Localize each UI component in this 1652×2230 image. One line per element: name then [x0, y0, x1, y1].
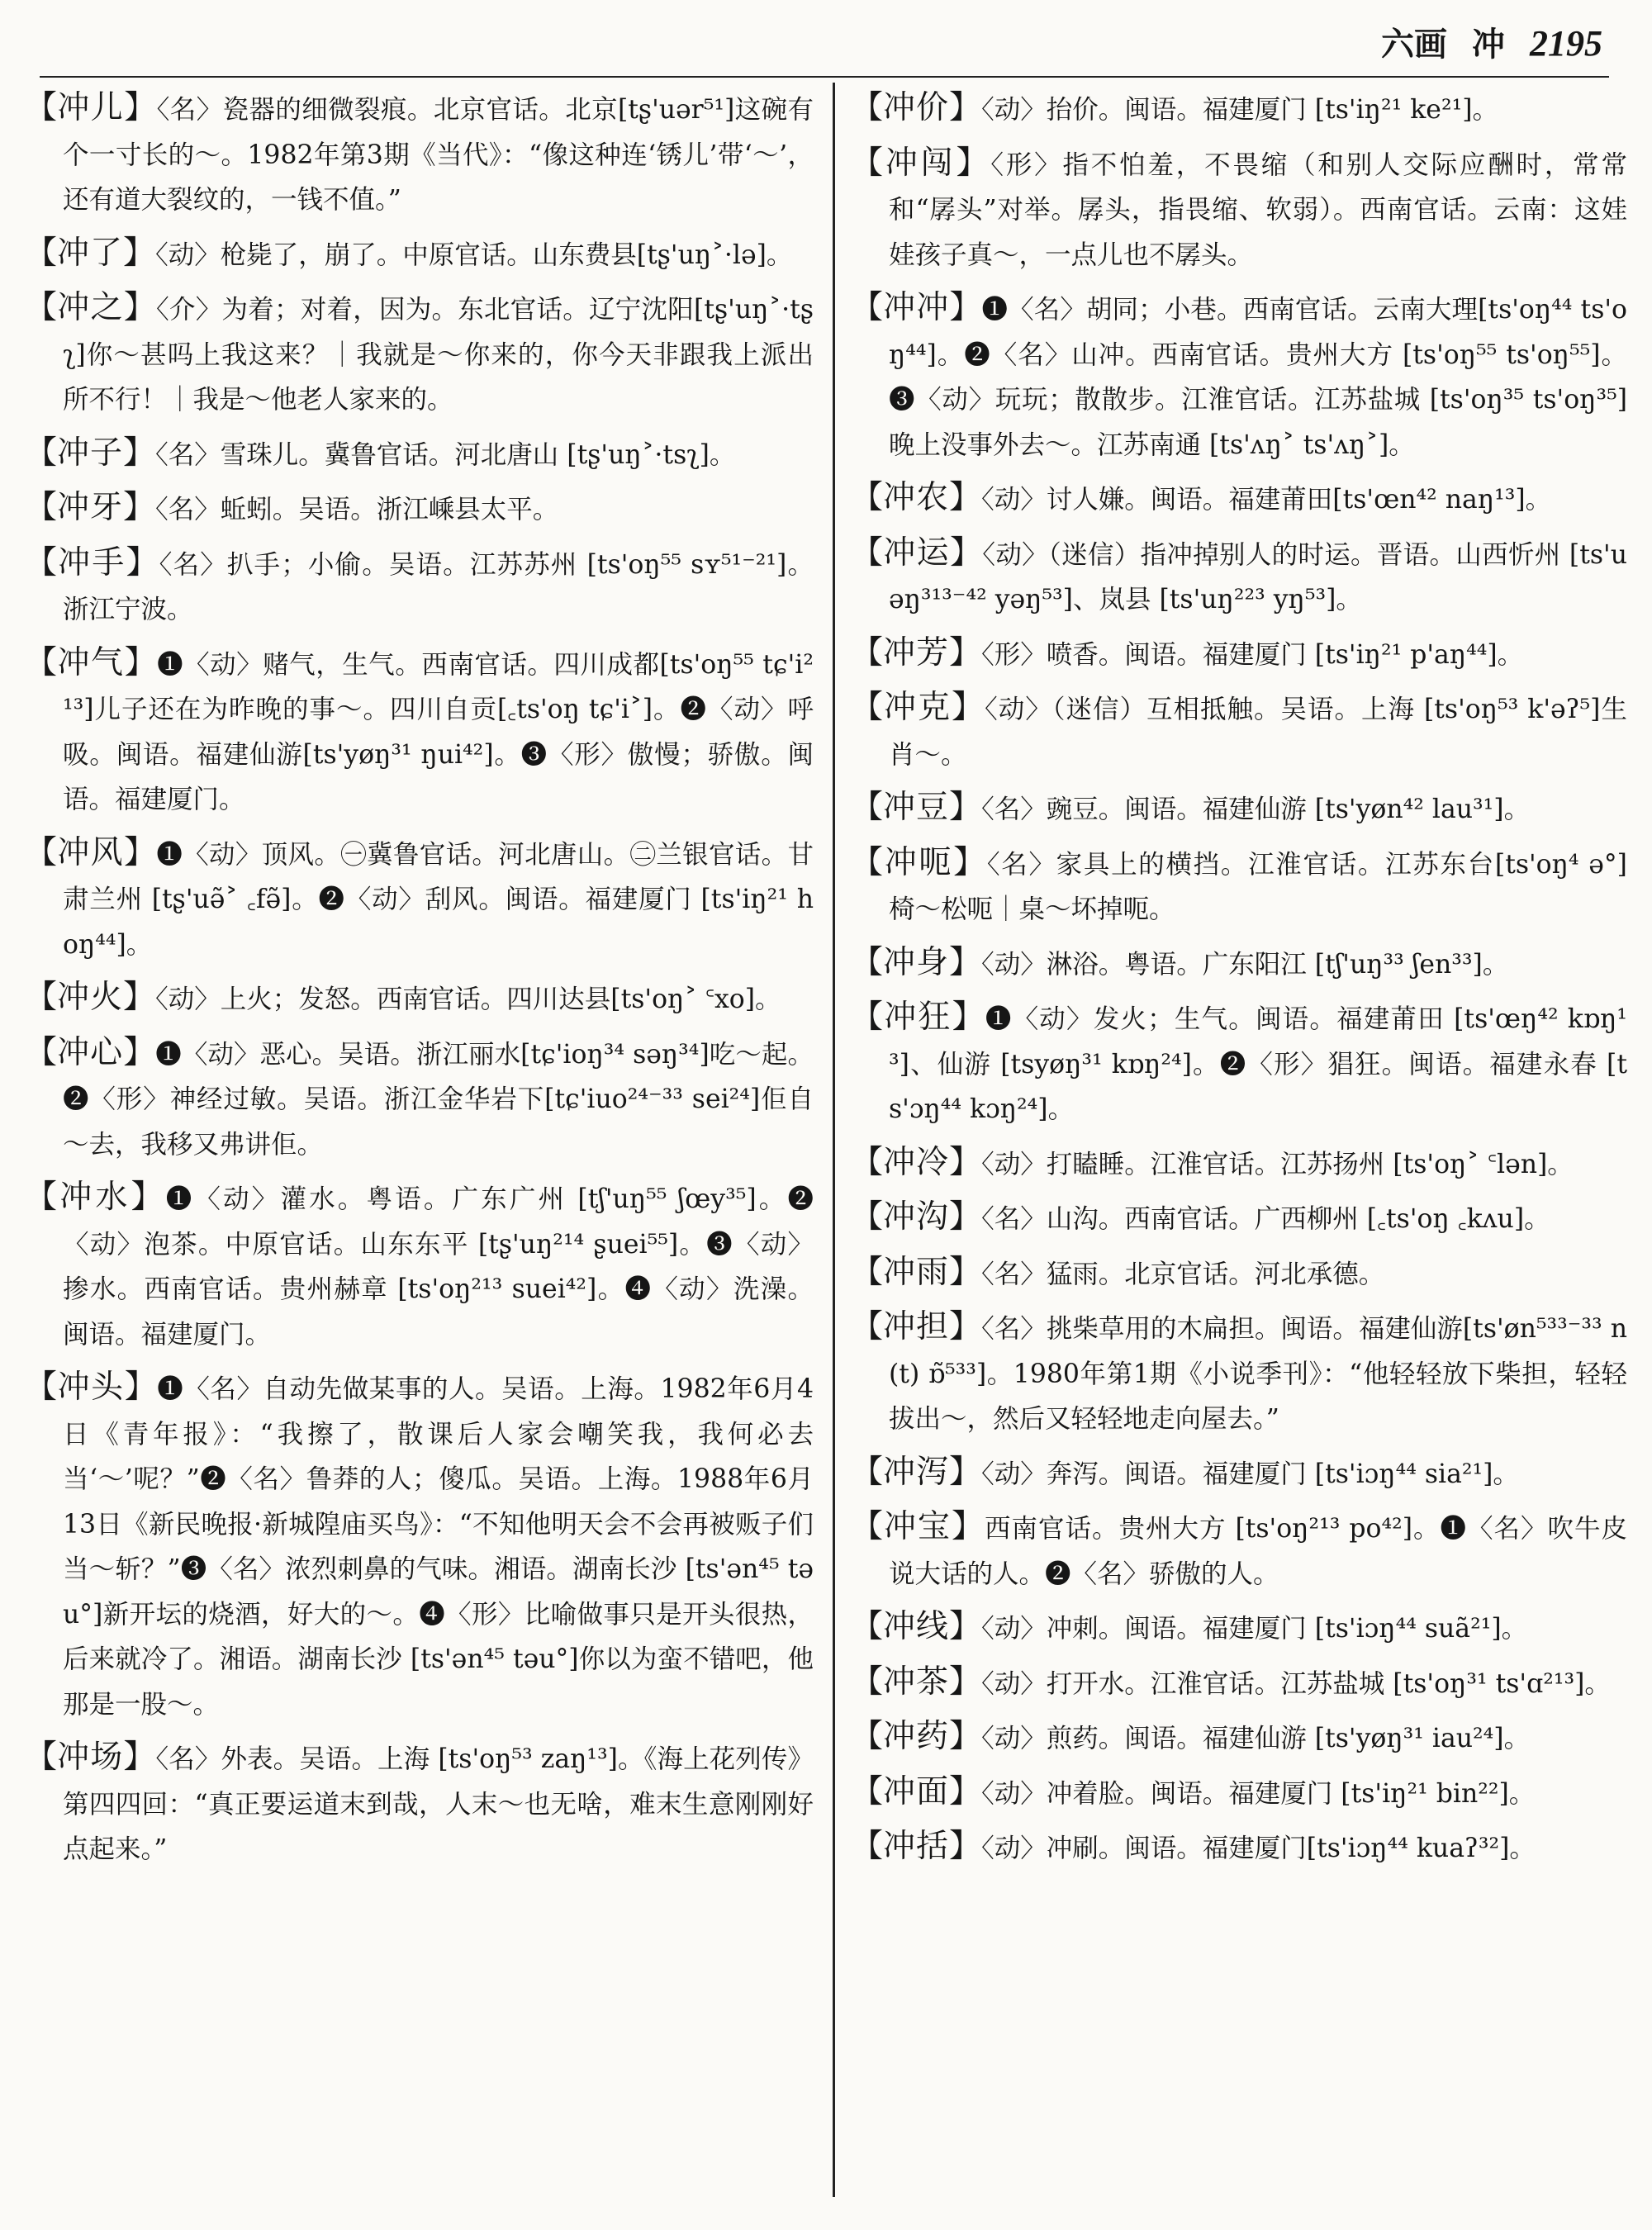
definition: 〈动〉上火；发怒。西南官话。四川达县[ts'oŋ˃ ꜂xo]。 [155, 985, 781, 1014]
headword-bracket-close: 】 [949, 1663, 982, 1701]
headword: 冲心 [57, 1033, 124, 1071]
headword-bracket-close: 】 [952, 689, 985, 726]
headword-bracket-open: 【 [851, 1308, 884, 1345]
dictionary-entry [851, 785, 1627, 833]
headword: 冲了 [57, 234, 124, 272]
headword-bracket-close: 】 [123, 1739, 156, 1776]
headword-bracket-open: 【 [25, 289, 58, 326]
dictionary-entry [851, 1195, 1627, 1242]
headword-bracket-open: 【 [851, 144, 885, 182]
headword-bracket-open: 【 [851, 999, 885, 1036]
dictionary-entry [25, 231, 814, 278]
dictionary-entry [25, 1365, 814, 1727]
dictionary-entry [851, 1605, 1627, 1652]
headword-bracket-close: 】 [949, 1253, 982, 1291]
headword-bracket-open: 【 [25, 1369, 58, 1406]
dictionary-entry [851, 1505, 1627, 1597]
headword-bracket-close: 】 [949, 633, 982, 671]
dictionary-entry [851, 1824, 1627, 1872]
dictionary-entry [851, 86, 1627, 133]
right-column [851, 86, 1627, 1880]
headword: 冲括 [883, 1828, 950, 1865]
headword-bracket-open: 【 [25, 1739, 58, 1776]
definition: 〈名〉扒手；小偷。吴语。江苏苏州 [ts'oŋ⁵⁵ sʏ⁵¹⁻²¹]。浙江宁波。 [63, 549, 814, 624]
dictionary-entry [25, 1031, 814, 1168]
headword-bracket-open: 【 [851, 1143, 884, 1181]
headword: 冲狂 [884, 999, 952, 1036]
headword-bracket-close: 】 [956, 144, 991, 182]
headword-bracket-close: 】 [123, 1033, 156, 1071]
headword-bracket-open: 【 [851, 1772, 884, 1810]
definition: 〈动〉冲刺。闽语。福建厦门 [ts'iɔŋ⁴⁴ suã²¹]。 [981, 1614, 1528, 1644]
header-char: 冲 [1472, 25, 1505, 64]
definition: 〈动〉淋浴。粤语。广东阳江 [tʃ'uŋ³³ ʃen³³]。 [981, 949, 1509, 980]
headword-bracket-close: 】 [949, 789, 982, 826]
headword-bracket-open: 【 [851, 1453, 884, 1491]
definition: ❶〈动〉发火；生气。闽语。福建莆田 [ts'œŋ⁴² kɒŋ¹³]、仙游 [tsyøŋ³¹ kɒŋ²⁴]。❷〈形〉猖狂。闽语。福建永春 [ts'ɔŋ⁴⁴ kɔŋ²⁴]。 [889, 1004, 1627, 1124]
dictionary-entry [851, 476, 1627, 523]
headword-bracket-open: 【 [851, 1253, 884, 1291]
headword-bracket-close: 】 [949, 1453, 982, 1491]
dictionary-entry [851, 1305, 1627, 1442]
headword: 冲冲 [883, 289, 950, 326]
definition: ❶〈动〉恶心。吴语。浙江丽水[tɕ'ioŋ³⁴ səŋ³⁴]吃～起。❷〈形〉神经过敏。吴语。浙江金华岩下[tɕ'iuo²⁴⁻³³ sei²⁴]佢自～去，我移又弗讲佢。 [63, 1039, 814, 1160]
headword-bracket-open: 【 [25, 833, 58, 871]
definition: ❶〈动〉顶风。㊀冀鲁官话。河北唐山。㊁兰银官话。甘肃兰州 [tʂ'uə̃˃ ꜀fə̃]。❷〈动〉刮风。闽语。福建厦门 [ts'iŋ²¹ hoŋ⁴⁴]。 [63, 839, 814, 960]
headword-bracket-close: 】 [123, 979, 156, 1016]
headword: 冲之 [57, 289, 124, 326]
column-divider [833, 83, 835, 2197]
headword-bracket-close: 】 [949, 1828, 982, 1865]
headword: 冲药 [883, 1718, 950, 1755]
section-label: 六画 [1381, 25, 1447, 64]
headword-bracket-close: 】 [949, 1772, 982, 1810]
headword-bracket-open: 【 [851, 479, 884, 516]
definition: 〈形〉喷香。闽语。福建厦门 [ts'iŋ²¹ p'aŋ⁴⁴]。 [981, 639, 1524, 670]
headword-bracket-open: 【 [851, 1198, 884, 1236]
dictionary-entry [851, 1141, 1627, 1188]
dictionary-entry [25, 486, 814, 533]
dictionary-entry [25, 286, 814, 423]
dictionary-entry [25, 641, 814, 823]
headword: 冲气 [57, 643, 125, 681]
headword-bracket-close: 】 [949, 1718, 982, 1755]
headword-bracket-close: 】 [949, 89, 982, 126]
headword: 冲担 [883, 1308, 950, 1345]
headword: 冲沟 [883, 1198, 950, 1236]
dictionary-entry [851, 141, 1627, 278]
definition: 〈动〉枪毙了，崩了。中原官话。山东费县[tʂ'uŋ˃·lə]。 [155, 240, 793, 270]
headword: 冲火 [57, 979, 124, 1016]
dictionary-entry [25, 86, 814, 223]
headword-bracket-close: 】 [123, 434, 156, 472]
headword-bracket-close: 】 [952, 1508, 985, 1545]
headword: 冲价 [883, 89, 950, 126]
definition: 〈名〉雪珠儿。冀鲁官话。河北唐山 [tʂ'uŋ˃·tsʅ]。 [155, 439, 736, 470]
dictionary-entry [851, 941, 1627, 988]
headword: 冲牙 [57, 489, 124, 526]
definition: 〈名〉外表。吴语。上海 [ts'oŋ⁵³ zaŋ¹³]。《海上花列传》第四四回：“真正要运道末到哉，人末～也无啥，难末生意刚刚好点起来。” [63, 1744, 814, 1864]
headword-bracket-close: 】 [124, 833, 157, 871]
definition: 〈动〉打开水。江淮官话。江苏盐城 [ts'oŋ³¹ ts'ɑ²¹³]。 [981, 1668, 1611, 1699]
dictionary-entry [851, 841, 1627, 932]
definition: 〈动〉抬价。闽语。福建厦门 [ts'iŋ²¹ ke²¹]。 [981, 95, 1498, 125]
headword-bracket-open: 【 [25, 434, 58, 472]
dictionary-entry [851, 1660, 1627, 1707]
headword-bracket-open: 【 [25, 89, 58, 126]
headword-bracket-close: 】 [123, 234, 156, 272]
headword: 冲宝 [884, 1508, 952, 1545]
running-head [1381, 18, 1602, 68]
definition: ❶〈名〉胡同；小巷。西南官话。云南大理[ts'oŋ⁴⁴ ts'oŋ⁴⁴]。❷〈名〉山冲。西南官话。贵州大方 [ts'oŋ⁵⁵ ts'oŋ⁵⁵]。❸〈动〉玩玩；散散步。江淮官话。江苏盐城 [ts'oŋ³⁵ ts'oŋ³⁵] 晚上没事外去～。江苏南通 [ts'ʌŋ˃ ts'ʌŋ˃]。 [889, 295, 1627, 460]
headword-bracket-open: 【 [25, 1033, 58, 1071]
headword: 冲泻 [883, 1453, 950, 1491]
definition: 〈名〉蚯蚓。吴语。浙江嵊县太平。 [155, 495, 559, 524]
headword-bracket-open: 【 [851, 633, 884, 671]
headword-bracket-open: 【 [851, 943, 884, 981]
headword: 冲线 [883, 1608, 950, 1645]
headword: 冲豆 [883, 789, 950, 826]
headword: 冲子 [57, 434, 124, 472]
headword: 冲芳 [883, 633, 950, 671]
headword: 冲克 [884, 689, 952, 726]
headword-bracket-close: 】 [949, 943, 982, 981]
headword-bracket-open: 【 [851, 1663, 884, 1701]
headword-bracket-open: 【 [851, 1608, 884, 1645]
definition: 〈名〉猛雨。北京官话。河北承德。 [981, 1259, 1385, 1289]
headword-bracket-open: 【 [851, 843, 885, 881]
definition: 〈动〉冲刷。闽语。福建厦门[ts'iɔŋ⁴⁴ kuaʔ³²]。 [981, 1834, 1536, 1863]
headword-bracket-open: 【 [851, 1508, 884, 1545]
headword-bracket-close: 】 [949, 1308, 982, 1345]
headword-bracket-close: 】 [949, 479, 982, 516]
headword-bracket-open: 【 [851, 89, 884, 126]
definition: 〈名〉家具上的横挡。江淮官话。江苏东台[ts'oŋ⁴ ə°] 椅～松呃｜桌～坏掉呃。 [889, 849, 1627, 924]
definition: 西南官话。贵州大方 [ts'oŋ²¹³ po⁴²]。❶〈名〉吹牛皮说大话的人。❷〈名〉骄傲的人。 [889, 1514, 1627, 1589]
headword-bracket-close: 】 [123, 489, 156, 526]
headword-bracket-open: 【 [25, 543, 59, 581]
headword-bracket-close: 】 [131, 1179, 166, 1216]
definition: 〈名〉山沟。西南官话。广西柳州 [꜀ts'oŋ ꜀kʌu]。 [981, 1204, 1550, 1234]
dictionary-entry [25, 1735, 814, 1872]
headword: 冲儿 [57, 89, 125, 126]
definition: ❶〈动〉赌气，生气。西南官话。四川成都[ts'oŋ⁵⁵ tɕ'i²¹³]儿子还在为昨晚的事～。四川自贡[꜀ts'oŋ tɕ'i˃]。❷〈动〉呼吸。闽语。福建仙游[ts'yøŋ³¹ ŋui⁴²]。❸〈形〉傲慢；骄傲。闽语。福建厦门。 [63, 649, 814, 814]
headword-bracket-open: 【 [25, 643, 58, 681]
headword-bracket-close: 】 [949, 1143, 982, 1181]
page-number: 2195 [1530, 23, 1602, 64]
headword: 冲风 [57, 833, 125, 871]
dictionary-entry [851, 531, 1627, 623]
dictionary-entry [851, 686, 1627, 777]
dictionary-entry [25, 541, 814, 633]
headword: 冲运 [883, 534, 950, 572]
headword-bracket-close: 】 [949, 289, 982, 326]
headword-bracket-close: 】 [952, 999, 985, 1036]
definition: 〈名〉豌豆。闽语。福建仙游 [ts'yøn⁴² lau³¹]。 [981, 795, 1531, 824]
dictionary-entry [851, 631, 1627, 678]
headword: 冲身 [883, 943, 950, 981]
headword: 冲茶 [883, 1663, 950, 1701]
headword: 冲面 [883, 1772, 950, 1810]
headword-bracket-close: 】 [126, 543, 159, 581]
dictionary-entry [851, 1250, 1627, 1298]
dictionary-entry [851, 1450, 1627, 1497]
dictionary-entry [851, 1715, 1627, 1762]
headword-bracket-open: 【 [851, 789, 884, 826]
dictionary-entry [851, 1770, 1627, 1817]
left-column [25, 86, 814, 1881]
headword-bracket-open: 【 [851, 689, 884, 726]
headword: 冲农 [883, 479, 950, 516]
headword-bracket-open: 【 [851, 1718, 884, 1755]
headword-bracket-open: 【 [851, 289, 884, 326]
headword: 冲水 [59, 1179, 131, 1216]
headword-bracket-close: 】 [124, 643, 158, 681]
definition: ❶〈动〉灌水。粤语。广东广州 [tʃ'uŋ⁵⁵ ʃœy³⁵]。❷〈动〉泡茶。中原官话。山东东平 [tʂ'uŋ²¹⁴ ʂuei⁵⁵]。❸〈动〉掺水。西南官话。贵州赫章 [ts'oŋ²¹³ suei⁴²]。❹〈动〉洗澡。闽语。福建厦门。 [63, 1184, 814, 1350]
dictionary-entry [25, 975, 814, 1022]
definition: 〈介〉为着；对着，因为。东北官话。辽宁沈阳[tʂ'uŋ˃·tʂʅ]你～甚吗上我这来？｜我就是～你来的，你今天非跟我上派出所不行！｜我是～他老人家来的。 [63, 295, 814, 415]
definition: 〈名〉瓷器的细微裂痕。北京官话。北京[tʂ'uər⁵¹]这碗有个一寸长的～。1982年第3期《当代》：“像这种连‘锈儿’带‘～’，还有道大裂纹的，一钱不值。” [63, 95, 814, 215]
headword: 冲手 [58, 543, 126, 581]
headword-bracket-open: 【 [25, 1179, 60, 1216]
definition: 〈动〉煎药。闽语。福建仙游 [ts'yøŋ³¹ iau²⁴]。 [981, 1724, 1531, 1753]
headword-bracket-open: 【 [25, 234, 58, 272]
headword-bracket-close: 】 [949, 1608, 982, 1645]
definition: 〈形〉指不怕羞，不畏缩（和别人交际应酬时，常常和“孱头”对举。孱头，指畏缩、软弱）。西南官话。云南：这娃娃孩子真～，一点儿也不孱头。 [889, 149, 1627, 270]
definition: ❶〈名〉自动先做某事的人。吴语。上海。1982年6月4日《青年报》：“我擦了，散课后人家会嘲笑我，我何必去当‘～’呢？”❷〈名〉鲁莽的人；傻瓜。吴语。上海。1988年6月13日《新民晚报·新城隍庙买鸟》：“不知他明天会不会再被贩子们当～斩？”❸〈名〉浓烈刺鼻的气味。湘语。湖南长沙 [ts'ən⁴⁵ təu°]新开坛的烧酒，好大的～。❹〈形〉比喻做事只是开头很热，后来就冷了。湘语。湖南长沙 [ts'ən⁴⁵ təu°]你以为蛮不错吧，他那是一股～。 [63, 1374, 814, 1720]
headword-bracket-open: 【 [851, 534, 884, 572]
headword: 冲头 [57, 1369, 125, 1406]
headword-bracket-close: 】 [949, 534, 983, 572]
header-rule [40, 76, 1609, 78]
headword-bracket-close: 】 [124, 89, 157, 126]
headword: 冲雨 [883, 1253, 950, 1291]
definition: 〈动〉打瞌睡。江淮官话。江苏扬州 [ts'oŋ˃ ꜂lən]。 [981, 1149, 1574, 1179]
definition: 〈名〉挑柴草用的木扁担。闽语。福建仙游[ts'øn⁵³³⁻³³ n(t) ɒ̃⁵³³]。1980年第1期《小说季刊》：“他轻轻放下柴担，轻轻拔出～，然后又轻轻地走向屋去。” [889, 1314, 1627, 1434]
headword: 冲场 [57, 1739, 124, 1776]
dictionary-entry [25, 431, 814, 478]
headword-bracket-close: 】 [124, 1369, 158, 1406]
definition: 〈动〉讨人嫌。闽语。福建莆田[ts'œn⁴² naŋ¹³]。 [981, 485, 1552, 515]
dictionary-entry [25, 1175, 814, 1357]
headword: 冲冷 [883, 1143, 950, 1181]
definition: 〈动〉（迷信）指冲掉别人的时运。晋语。山西忻州 [ts'uəŋ³¹³⁻⁴² yəŋ⁵³]、岚县 [ts'uŋ²²³ yŋ⁵³]。 [889, 539, 1627, 614]
headword-bracket-open: 【 [851, 1828, 884, 1865]
headword-bracket-close: 】 [949, 1198, 982, 1236]
headword: 冲闯 [885, 144, 957, 182]
definition: 〈动〉奔泻。闽语。福建厦门 [ts'iɔŋ⁴⁴ sia²¹]。 [981, 1459, 1519, 1489]
dictionary-entry [851, 995, 1627, 1132]
headword-bracket-close: 】 [953, 843, 987, 881]
headword-bracket-close: 】 [123, 289, 157, 326]
headword-bracket-open: 【 [25, 489, 58, 526]
definition: 〈动〉（迷信）互相抵触。吴语。上海 [ts'oŋ⁵³ k'əʔ⁵]生肖～。 [889, 695, 1627, 770]
headword: 冲呃 [884, 843, 954, 881]
headword-bracket-open: 【 [25, 979, 58, 1016]
definition: 〈动〉冲着脸。闽语。福建厦门 [ts'iŋ²¹ bin²²]。 [981, 1778, 1536, 1809]
dictionary-entry [851, 286, 1627, 467]
dictionary-entry [25, 831, 814, 968]
